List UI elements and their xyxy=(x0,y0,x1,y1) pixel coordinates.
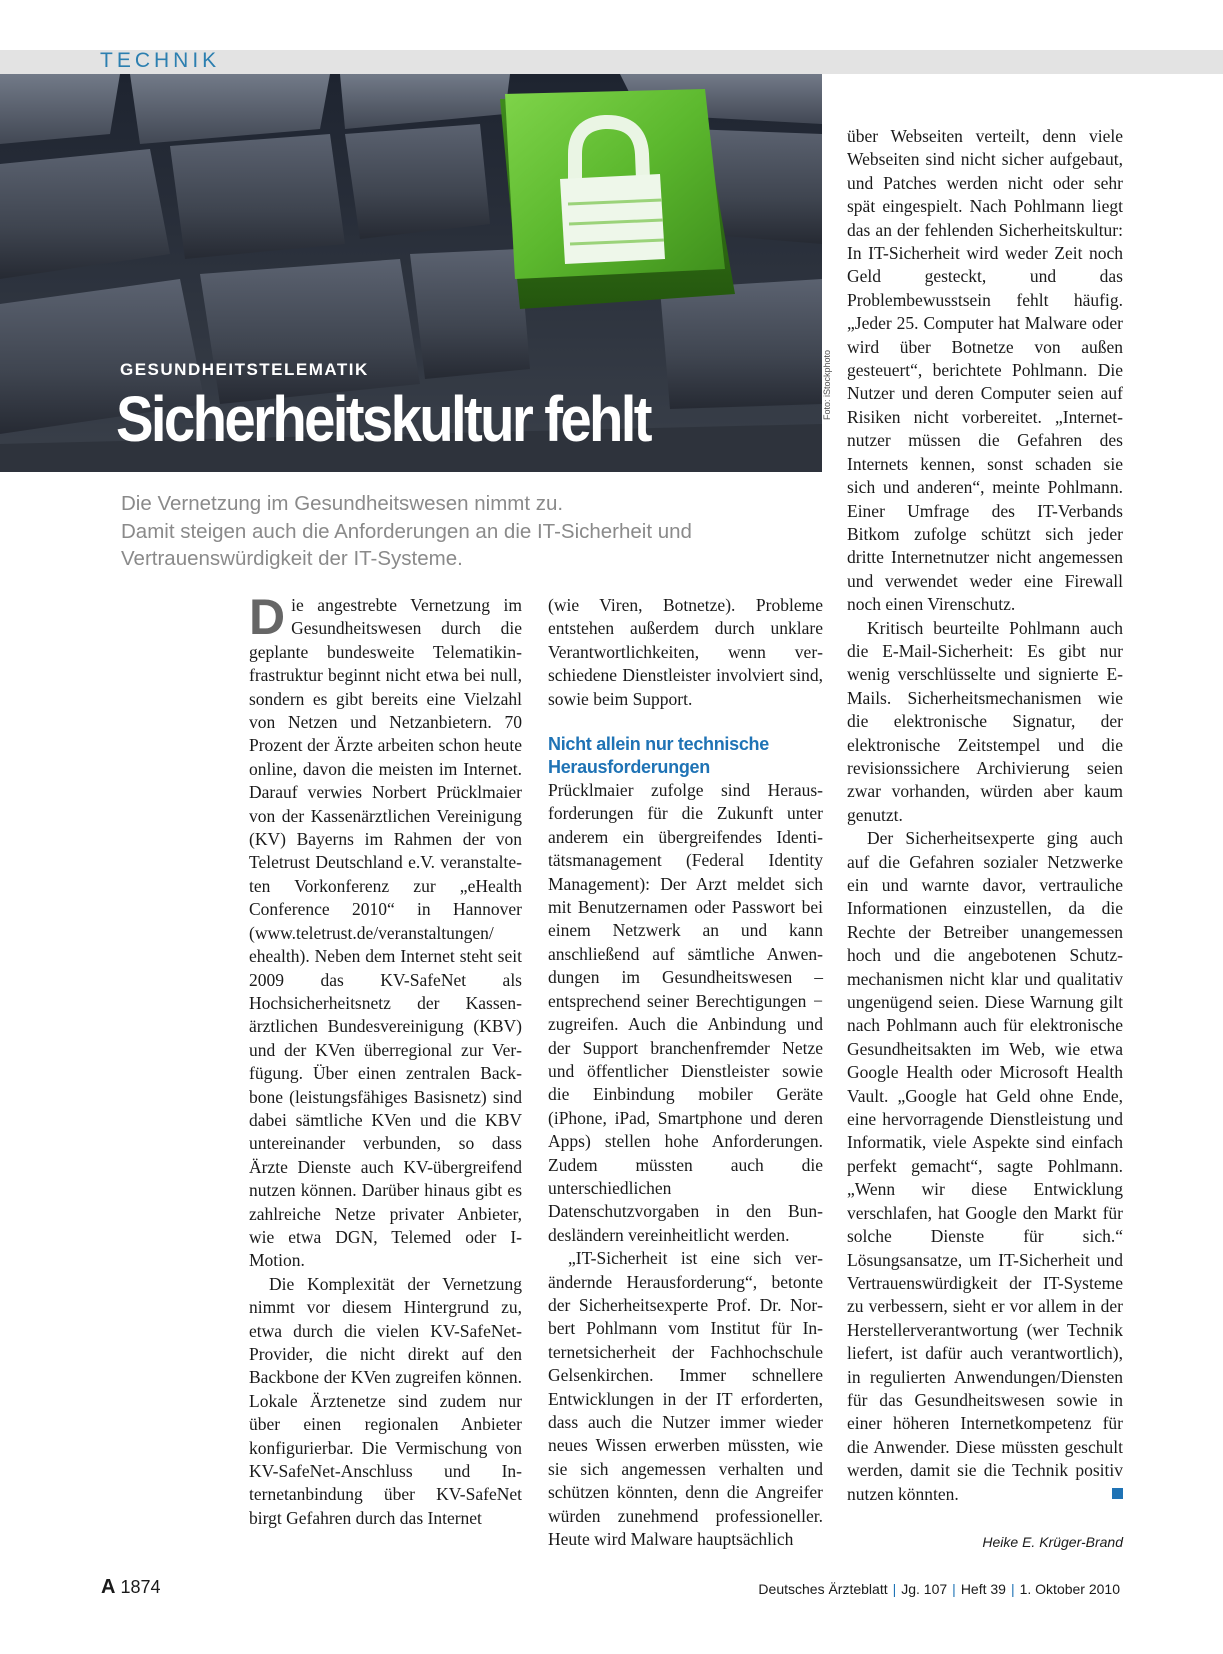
section-subheading: Nicht allein nur technische Herausforderungen xyxy=(548,734,769,778)
body-paragraph: Prücklmaier zufolge sind Herausforderungen für die Zukunft unter anderem ein übergreifendes Identitätsmanagement (Federal Identity Management): Der Arzt meldet sich mit Benutzernamen oder Passwort bei einem Netzwerk an und kann anschließend auf sämtliche Anwendungen im Gesundheitswesen – entsprechend seiner Berechtigungen − zugreifen. Auch die Anbindung und der Support branchenfremder Netze und öffentlicher Dienstleister sowie die Einbindung mobiler Geräte (iPhone, iPad, Smartphone und deren Apps) stellen hohe Anforderungen. Zudem müssten auch die unterschiedlichen Datenschutzvorgaben in den Bundesländern vereinheitlicht werden. xyxy=(548,780,823,1245)
footer-separator: | xyxy=(952,1581,956,1597)
body-column-1 xyxy=(249,589,522,1530)
body-paragraph xyxy=(847,827,1123,1506)
journal-name: Deutsches Ärzteblatt xyxy=(758,1581,888,1597)
body-column-2 xyxy=(548,594,823,1551)
lead-line: Damit steigen auch die Anforderungen an die IT-Sicherheit und xyxy=(121,519,692,543)
article-headline: Sicherheitskultur fehlt xyxy=(116,383,650,455)
journal-volume: Jg. 107 xyxy=(901,1581,948,1597)
body-paragraph: Die Komplexität der Vernetzung nimmt vor diesem Hintergrund zu, etwa durch die vielen KV-SafeNet-Provider, die nicht direkt auf den Backbone der KVen zugreifen können. Lokale Ärztenetze sind zudem nur über einen regionalen Anbieter konfigurierbar. Die Vermischung von KV-SafeNet-Anschluss und Internetanbindung über KV-SafeNet birgt Gefahren durch das Internet xyxy=(249,1273,522,1528)
journal-issue: Heft 39 xyxy=(960,1581,1006,1597)
journal-date: 1. Oktober 2010 xyxy=(1019,1581,1120,1597)
body-column-3 xyxy=(847,125,1123,1506)
body-paragraph: „IT-Sicherheit ist eine sich verändernde Herausforderung“, betonte der Sicherheitsexperte Prof. Dr. Norbert Pohlmann vom Institut für Internetsicherheit der Fachhochschule Gelsenkirchen. Immer schnellere Entwicklungen in der IT erforderten, dass auch die Nutzer immer wieder neues Wissen erwerben müssten, wie sie sich angemessen verhalten und schützen könnten, denn die Angreifer würden zunehmend professioneller. Heute wird Malware hauptsächlich xyxy=(548,1248,823,1550)
lead-line: Vertrauenswürdigkeit der IT-Systeme. xyxy=(121,547,463,570)
page-number xyxy=(101,1576,161,1599)
footer-separator: | xyxy=(1010,1581,1015,1597)
footer-separator: | xyxy=(892,1581,897,1597)
paragraph-text: Der Sicherheitsexperte ging auch auf die Gefahren sozialer Netzwerke ein und warnte davor, vertrauliche Informationen einzustellen, da die Rechte der Betreiber unangemessen hoch und die angebotenen Schutzmechanismen nicht klar und qualitativ ungenügend seien. Diese Warnung gilt nach Pohlmann auch für elektronische Gesundheitsakten im Web, wie etwa Google Health oder Microsoft Health Vault. „Google hat Geld ohne Ende, eine hervorragende Dienstleistung und Informatik, viele Aspekte sind einfach perfekt gemacht“, sagte Pohlmann. „Wenn wir diese Entwicklung verschlafen, hat Google den Markt für solche Dienste für sich.“ Lösungsansatze, um IT-Sicherheit und Vertrauenswürdigkeit der IT-Systeme zu verbessern, sieht er vor allem in der Herstellerverantwortung (wer Technik liefert, ist dafür auch verantwortlich), in regulierten Anwendungen/Diensten für das Gesundheitswesen sowie in einer höheren Internetkompetenz für die Anwender. Diese müssten geschult werden, damit sie die Technik positiv nutzen könnten. xyxy=(847,828,1123,1504)
journal-footer xyxy=(758,1581,1120,1597)
article-lead xyxy=(121,490,821,573)
body-paragraph: (wie Viren, Botnetze). Probleme entstehen außerdem durch unklare Verantwortlichkeiten, wenn verschiedene Dienstleister involviert sind, sowie beim Support. xyxy=(548,595,823,709)
article-author: Heike E. Krüger-Brand xyxy=(982,1534,1123,1550)
body-paragraph xyxy=(249,589,522,1273)
article-kicker: GESUNDHEITSTELEMATIK xyxy=(120,360,369,379)
page-number-value: 1874 xyxy=(120,1577,161,1597)
drop-cap: D xyxy=(249,589,286,645)
article-end-marker xyxy=(1112,1488,1123,1499)
section-label: TECHNIK xyxy=(100,49,221,72)
photo-credit: Foto: iStockphoto xyxy=(822,349,832,420)
body-paragraph: über Webseiten verteilt, denn viele Webseiten sind nicht sicher aufgebaut, und Patches werden nicht oder sehr spät eingespielt. Nach Pohlmann liegt das an der fehlenden Sicherheitskultur: In IT-Sicherheit wird weder Zeit noch Geld gesteckt, und das Problembewusstsein fehlt häufig. „Jeder 25. Computer hat Malware oder wird über Botnetze von außen gesteuert“, berichtete Pohlmann. Die Nutzer und deren Computer seien auf Risiken nicht vorbereitet. „Internetnutzer müssen die Gefahren des Internets kennen, sonst schaden sie sich und anderen“, meinte Pohlmann. Einer Umfrage des IT-Verbands Bitkom zufolge schützt sich jeder dritte Internetnutzer nicht angemessen und verwendet weder eine Firewall noch einen Virenschutz. xyxy=(847,126,1123,615)
page-prefix: A xyxy=(101,1576,116,1598)
paragraph-text: ie angestrebte Vernetzung im Gesundheitswesen durch die geplante bundesweite Telematikinfrastruktur beginnt nicht etwa bei null, sondern es gibt bereits eine Vielzahl von Netzen und Netzanbietern. 70 Prozent der Ärzte arbeiten schon heute online, davon die meisten im Internet. Darauf verwies Norbert Prücklmaier von der Kassenärztlichen Vereinigung (KV) Bayerns im Rahmen der von Teletrust Deutschland e.V. veranstalteten Vorkonferenz zur „eHealth Conference 2010“ in Hannover (www.teletrust.de/veranstaltungen/ ehealth). Neben dem Internet steht seit 2009 das KV-SafeNet als Hochsicherheitsnetz der Kassenärztlichen Bundesvereinigung (KBV) und der KVen überregional zur Verfügung. Über einen zentralen Backbone (leistungsfähiges Basisnetz) sind dabei sämtliche KVen und die KBV untereinander verbunden, so dass Ärzte Dienste auch KV-übergreifend nutzen können. Darüber hinaus gibt es zahlreiche Netze privater Anbieter, wie etwa DGN, Telemed oder I-Motion. xyxy=(249,595,522,1271)
body-paragraph: Kritisch beurteilte Pohlmann auch die E-Mail-Sicherheit: Es gibt nur wenig verschlüsselte und signierte E-Mails. Sicherheitsmechanismen wie die elektronische Signatur, der elektronische Zeitstempel und die revisionssichere Archivierung seien zwar vorhanden, würden aber kaum genutzt. xyxy=(847,617,1123,825)
lead-line: Die Vernetzung im Gesundheitswesen nimmt zu. xyxy=(121,492,564,515)
